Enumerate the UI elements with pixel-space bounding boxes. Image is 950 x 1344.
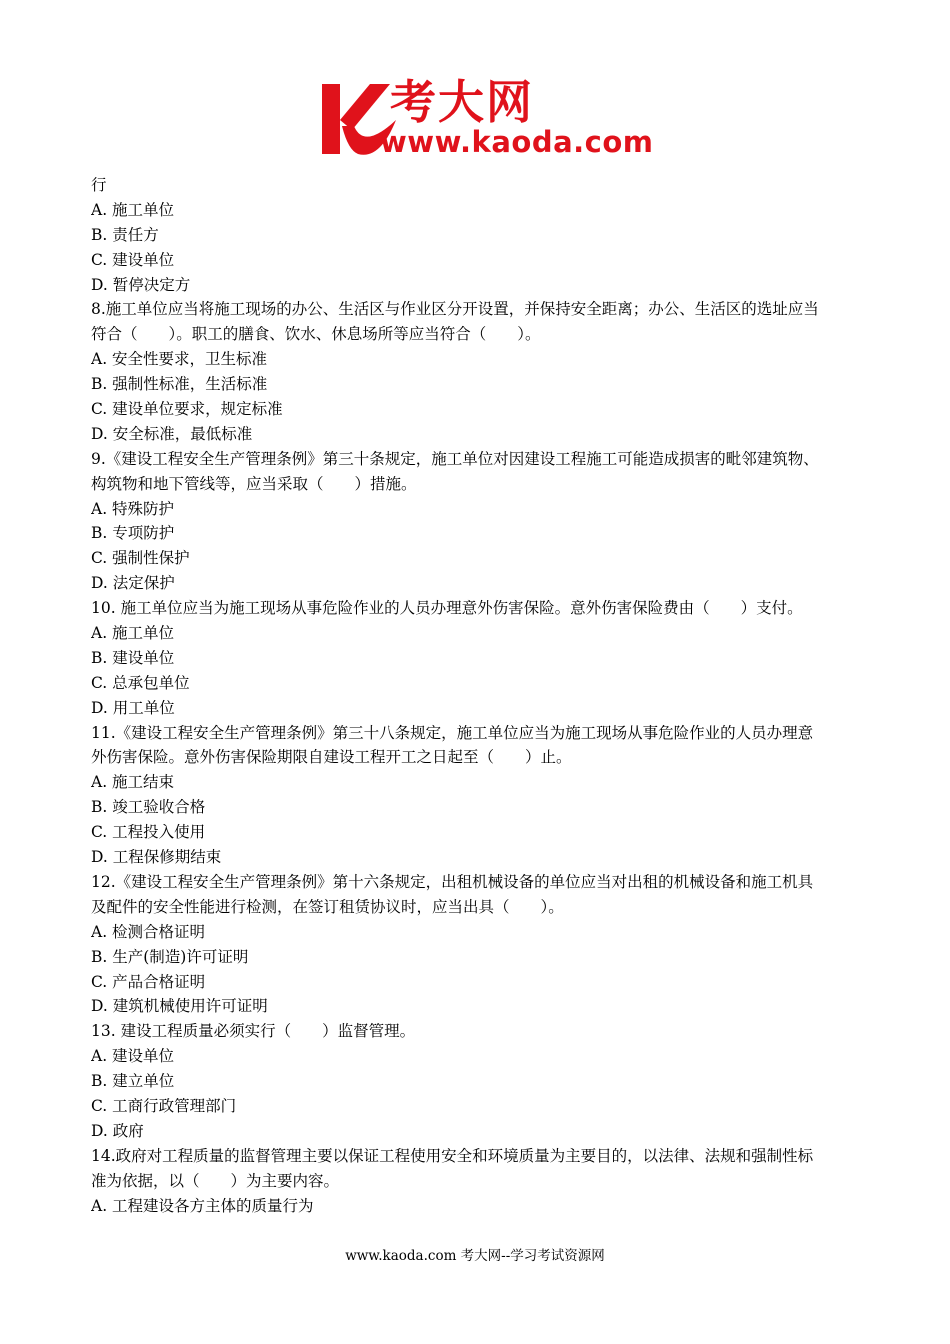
document-line: 构筑物和地下管线等，应当采取（ ）措施。	[91, 474, 417, 493]
answer-option: D. 安全标准，最低标准	[91, 424, 253, 443]
answer-option: D. 政府	[91, 1121, 144, 1140]
answer-option: A. 检测合格证明	[91, 922, 206, 941]
document-line: 14.政府对工程质量的监督管理主要以保证工程使用安全和环境质量为主要目的，以法律、法规和强制性标	[91, 1146, 814, 1165]
answer-option: C. 建设单位	[91, 250, 175, 269]
answer-option: A. 安全性要求，卫生标准	[91, 350, 268, 369]
answer-option: B. 建设单位	[91, 648, 175, 667]
answer-option: D. 法定保护	[91, 574, 175, 593]
document-line: 符合（ ）。职工的膳食、饮水、休息场所等应当符合（ ）。	[91, 325, 541, 344]
document-line: 外伤害保险。意外伤害保险期限自建设工程开工之日起至（ ）止。	[91, 748, 572, 767]
answer-option: C. 强制性保护	[91, 549, 190, 568]
answer-option: C. 工商行政管理部门	[91, 1096, 237, 1115]
answer-option: D. 工程保修期结束	[91, 848, 222, 867]
answer-option: C. 产品合格证明	[91, 972, 206, 991]
answer-option: C. 总承包单位	[91, 673, 190, 692]
answer-option: A. 施工单位	[91, 200, 175, 219]
document-line: 12.《建设工程安全生产管理条例》第十六条规定，出租机械设备的单位应当对出租的机械设备和施工机具	[91, 872, 814, 891]
logo-url: www.kaoda.com	[380, 125, 654, 159]
answer-option: C. 建设单位要求，规定标准	[91, 400, 283, 419]
document-line: 13. 建设工程质量必须实行（ ）监督管理。	[91, 1022, 416, 1041]
answer-option: D. 用工单位	[91, 698, 175, 717]
answer-option: D. 建筑机械使用许可证明	[91, 997, 268, 1016]
answer-option: A. 施工单位	[91, 624, 175, 643]
document-line: 行	[91, 176, 107, 194]
answer-option: B. 强制性标准，生活标准	[91, 375, 268, 394]
document-body	[91, 173, 863, 1218]
document-line: 及配件的安全性能进行检测，在签订租赁协议时，应当出具（ ）。	[91, 897, 564, 916]
document-line: 准为依据，以（ ）为主要内容。	[91, 1171, 340, 1190]
kaoda-logo	[318, 74, 654, 160]
answer-option: B. 生产(制造)许可证明	[91, 947, 249, 966]
answer-option: A. 施工结束	[91, 773, 175, 792]
document-line: 9.《建设工程安全生产管理条例》第三十条规定，施工单位对因建设工程施工可能造成损害的毗邻建筑物、	[91, 449, 819, 468]
answer-option: B. 建立单位	[91, 1072, 175, 1091]
logo-brand-name: 考大网	[390, 75, 534, 129]
answer-option: A. 建设单位	[91, 1047, 175, 1066]
answer-option: D. 暂停决定方	[91, 275, 191, 294]
answer-option: B. 责任方	[91, 225, 159, 244]
page-footer: www.kaoda.com 考大网--学习考试资源网	[345, 1248, 605, 1264]
answer-option: B. 竣工验收合格	[91, 798, 206, 817]
document-line: 11.《建设工程安全生产管理条例》第三十八条规定，施工单位应当为施工现场从事危险作业的人员办理意	[91, 723, 814, 742]
answer-option: C. 工程投入使用	[91, 823, 206, 842]
answer-option: A. 特殊防护	[91, 499, 175, 518]
answer-option: B. 专项防护	[91, 524, 175, 543]
document-line: 10. 施工单位应当为施工现场从事危险作业的人员办理意外伤害保险。意外伤害保险费由（ ）支付。	[91, 599, 803, 618]
document-line: 8.施工单位应当将施工现场的办公、生活区与作业区分开设置，并保持安全距离；办公、生活区的选址应当	[91, 300, 819, 319]
answer-option: A. 工程建设各方主体的质量行为	[91, 1196, 314, 1215]
